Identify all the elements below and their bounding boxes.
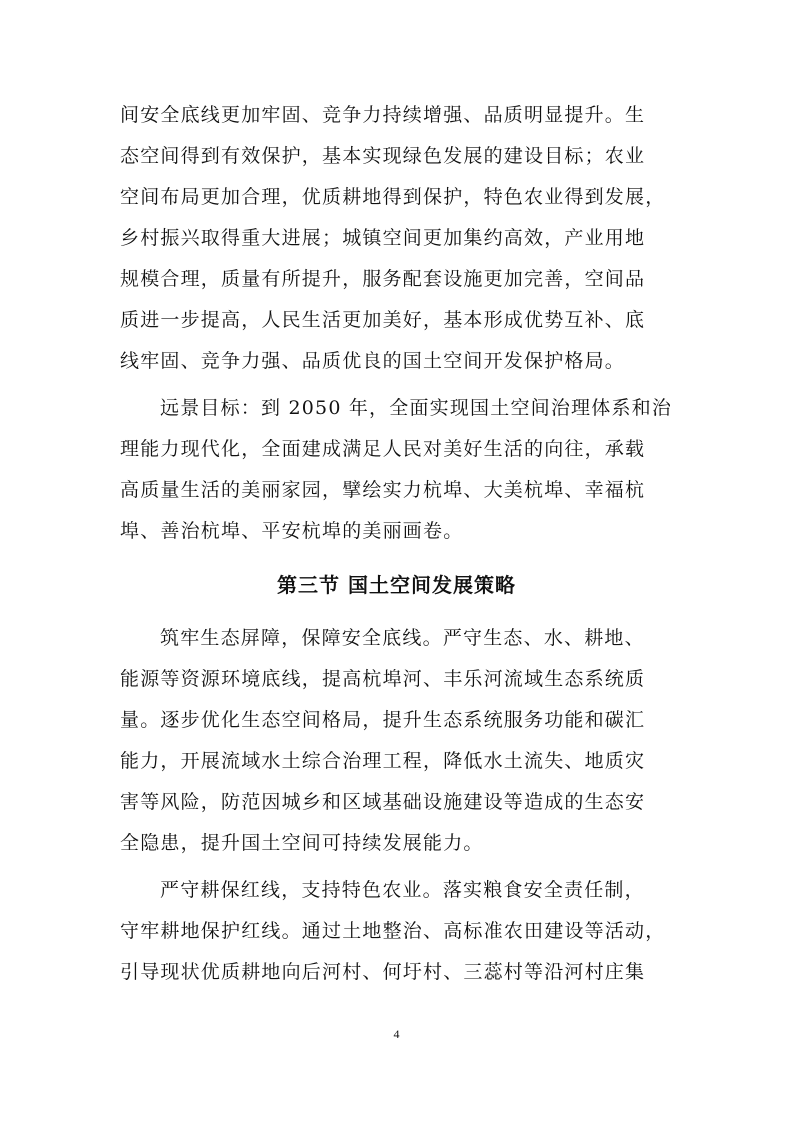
farmland-lead: 严守耕保红线，支持特色农业。 — [160, 879, 443, 901]
vision-text: 到 2050 年，全面实现国土空间治理体系和治 — [261, 397, 673, 419]
paragraph-line: 乡村振兴取得重大进展；城镇空间更加集约高效，产业用地 — [120, 227, 646, 249]
paragraph-line: 埠、善治杭埠、平安杭埠的美丽画卷。 — [120, 520, 464, 542]
farmland-text: 落实粮食安全责任制， — [442, 879, 645, 901]
paragraph-line: 量。逐步优化生态空间格局，提升生态系统服务功能和碳汇 — [120, 709, 646, 731]
farmland-paragraph-first-line — [160, 878, 645, 902]
paragraph-line: 害等风险，防范因城乡和区域基础设施建设等造成的生态安 — [120, 791, 646, 813]
paragraph-line: 能力，开展流域水土综合治理工程，降低水土流失、地质灾 — [120, 750, 646, 772]
paragraph-line: 规模合理，质量有所提升，服务配套设施更加完善，空间品 — [120, 268, 646, 290]
vision-paragraph-first-line — [160, 396, 672, 420]
paragraph-line: 线牢固、竞争力强、品质优良的国土空间开发保护格局。 — [120, 350, 626, 372]
paragraph-line: 引导现状优质耕地向后河村、何圩村、三蕊村等沿河村庄集 — [120, 961, 646, 983]
vision-lead: 远景目标： — [160, 397, 262, 419]
paragraph-line: 守牢耕地保护红线。通过土地整治、高标准农田建设等活动， — [120, 920, 666, 942]
paragraph-line: 高质量生活的美丽家园，擘绘实力杭埠、大美杭埠、幸福杭 — [120, 479, 646, 501]
strategy-lead: 筑牢生态屏障，保障安全底线。 — [160, 627, 443, 649]
paragraph-line: 空间布局更加合理，优质耕地得到保护，特色农业得到发展， — [120, 186, 666, 208]
page-number: 4 — [393, 1027, 400, 1041]
strategy-text: 严守生态、水、耕地、 — [442, 627, 645, 649]
section-heading: 第三节 国土空间发展策略 — [277, 573, 516, 597]
paragraph-line: 理能力现代化，全面建成满足人民对美好生活的向往，承载 — [120, 438, 646, 460]
paragraph-line: 质进一步提高，人民生活更加美好，基本形成优势互补、底 — [120, 309, 646, 331]
paragraph-line: 全隐患，提升国土空间可持续发展能力。 — [120, 832, 484, 854]
paragraph-line: 能源等资源环境底线，提高杭埠河、丰乐河流域生态系统质 — [120, 668, 646, 690]
paragraph-line: 间安全底线更加牢固、竞争力持续增强、品质明显提升。生 — [120, 104, 646, 126]
strategy-paragraph-first-line — [160, 626, 645, 650]
paragraph-line: 态空间得到有效保护，基本实现绿色发展的建设目标；农业 — [120, 145, 646, 167]
